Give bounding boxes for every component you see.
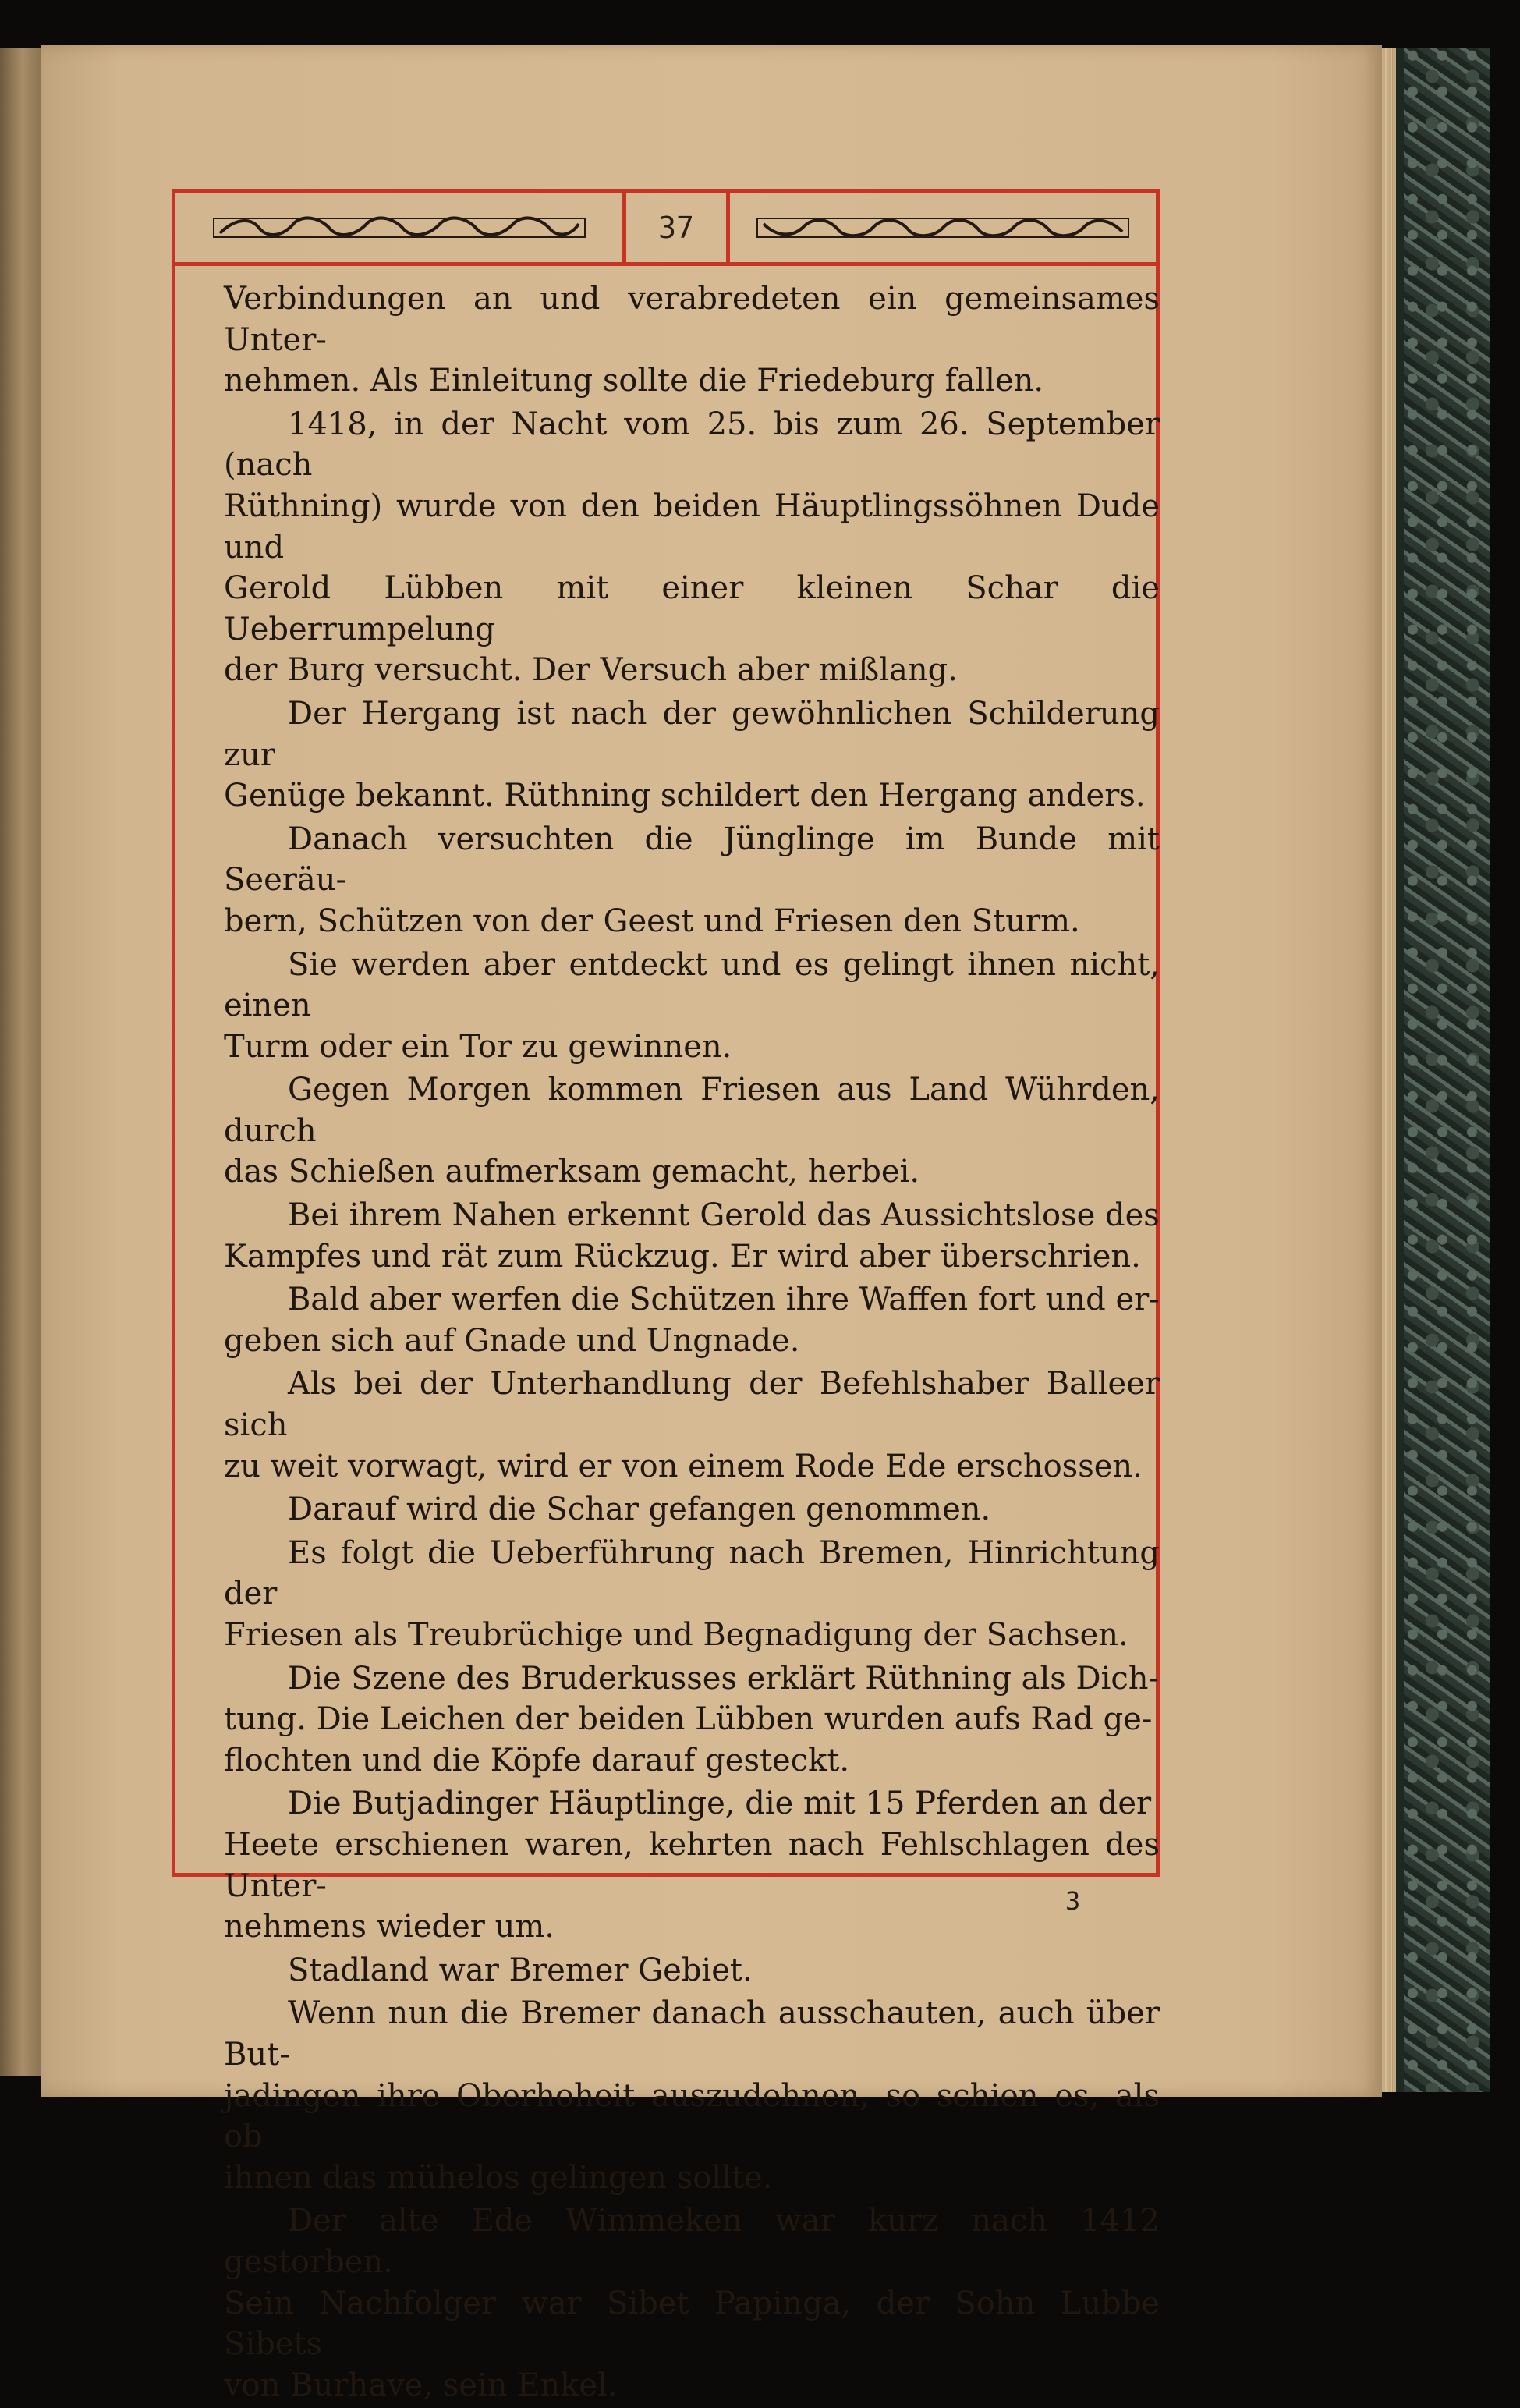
text-line: bern, Schützen von der Geest und Friesen den Sturm. xyxy=(224,903,1080,939)
text-line: Darauf wird die Schar gefangen genommen. xyxy=(288,1491,991,1528)
page-body-text xyxy=(224,278,1160,2408)
left-page-edge xyxy=(0,48,41,2076)
text-line: nehmens wieder um. xyxy=(224,1909,555,1945)
paragraph xyxy=(224,1658,1160,1782)
header-ornament-left xyxy=(175,193,626,262)
text-line: das Schießen aufmerksam gemacht, herbei. xyxy=(224,1154,920,1190)
text-line: geben sich auf Gnade und Ungnade. xyxy=(224,1322,800,1359)
text-line: 1418, in der Nacht vom 25. bis zum 26. September (nach xyxy=(224,406,1160,484)
text-line: Bei ihrem Nahen erkennt Gerold das Aussichtslose des xyxy=(288,1197,1160,1234)
paragraph xyxy=(224,278,1160,402)
page-header xyxy=(175,193,1156,266)
paragraph xyxy=(224,1489,1160,1530)
paragraph xyxy=(224,404,1160,691)
page-frame xyxy=(172,189,1160,2403)
text-line: Der alte Ede Wimmeken war kurz nach 1412 gestorben. xyxy=(224,2203,1160,2280)
text-line: Rüthning) wurde von den beiden Häuptlingssöhnen Dude und xyxy=(224,488,1160,566)
text-line: Heete erschienen waren, kehrten nach Fehlschlagen des Unter- xyxy=(224,1826,1160,1904)
text-line: Friesen als Treubrüchige und Begnadigung der Sachsen. xyxy=(224,1617,1128,1653)
text-line: Die Butjadinger Häuptlinge, die mit 15 Pferden an der xyxy=(288,1786,1152,1822)
marbled-cover xyxy=(1404,48,1490,2092)
header-page-number-cell xyxy=(626,193,730,262)
text-line: Kampfes und rät zum Rückzug. Er wird aber überschrien. xyxy=(224,1238,1141,1275)
text-line: Sie werden aber entdeckt und es gelingt ihnen nicht, einen xyxy=(224,946,1160,1024)
paragraph xyxy=(224,819,1160,942)
paragraph xyxy=(224,1195,1160,1277)
text-line: Danach versuchten die Jünglinge im Bunde mit Seeräu- xyxy=(224,821,1160,899)
paragraph xyxy=(224,693,1160,817)
header-ornament-right xyxy=(730,193,1156,262)
text-line: Gerold Lübben mit einer kleinen Schar die Ueberrumpelung xyxy=(224,570,1160,647)
text-line: Wenn nun die Bremer danach ausschauten, auch über But- xyxy=(224,1995,1160,2073)
paragraph xyxy=(224,1364,1160,1487)
paragraph xyxy=(224,1950,1160,1991)
text-line: Stadland war Bremer Gebiet. xyxy=(288,1952,753,1988)
text-line: Genüge bekannt. Rüthning schildert den Hergang anders. xyxy=(224,778,1146,814)
paragraph xyxy=(224,1993,1160,2198)
text-line: jadingen ihre Oberhoheit auszudehnen, so schien es, als ob xyxy=(224,2077,1160,2155)
text-line: Sein Nachfolger war Sibet Papinga, der Sohn Lubbe Sibets xyxy=(224,2285,1160,2363)
text-line: Als bei der Unterhandlung der Befehlshaber Balleer sich xyxy=(224,1366,1160,1444)
text-line: Gegen Morgen kommen Friesen aus Land Wührden, durch xyxy=(224,1072,1160,1149)
scroll-ornament-icon xyxy=(212,215,586,241)
paragraph xyxy=(224,1069,1160,1193)
page-number: 37 xyxy=(658,210,694,245)
text-line: flochten und die Köpfe darauf gesteckt. xyxy=(224,1742,850,1779)
book-spine xyxy=(1396,48,1404,2092)
text-line: zu weit vorwagt, wird er von einem Rode Ede erschossen. xyxy=(224,1448,1143,1484)
paragraph xyxy=(224,1783,1160,1947)
signature-mark: 3 xyxy=(1065,1886,1081,1916)
paragraph xyxy=(224,1279,1160,1361)
paragraph xyxy=(224,945,1160,1068)
paragraph xyxy=(224,2201,1160,2406)
scroll-ornament-icon xyxy=(756,215,1130,241)
text-line: Es folgt die Ueberführung nach Bremen, Hinrichtung der xyxy=(224,1534,1160,1612)
text-line: nehmen. Als Einleitung sollte die Friedeburg fallen. xyxy=(224,363,1044,399)
text-line: der Burg versucht. Der Versuch aber mißlang. xyxy=(224,652,958,689)
text-line: Bald aber werfen die Schützen ihre Waffen fort und er- xyxy=(288,1282,1160,1318)
paragraph xyxy=(224,1533,1160,1656)
text-line: Verbindungen an und verabredeten ein gemeinsames Unter- xyxy=(224,281,1160,358)
text-line: tung. Die Leichen der beiden Lübben wurden aufs Rad ge- xyxy=(224,1701,1153,1738)
text-line: Der Hergang ist nach der gewöhnlichen Schilderung zur xyxy=(224,695,1160,773)
text-line: Turm oder ein Tor zu gewinnen. xyxy=(224,1028,732,1065)
text-line: Die Szene des Bruderkusses erklärt Rüthning als Dich- xyxy=(288,1660,1160,1697)
text-line: ihnen das mühelos gelingen sollte. xyxy=(224,2159,773,2196)
text-line: von Burhave, sein Enkel. xyxy=(224,2367,618,2403)
